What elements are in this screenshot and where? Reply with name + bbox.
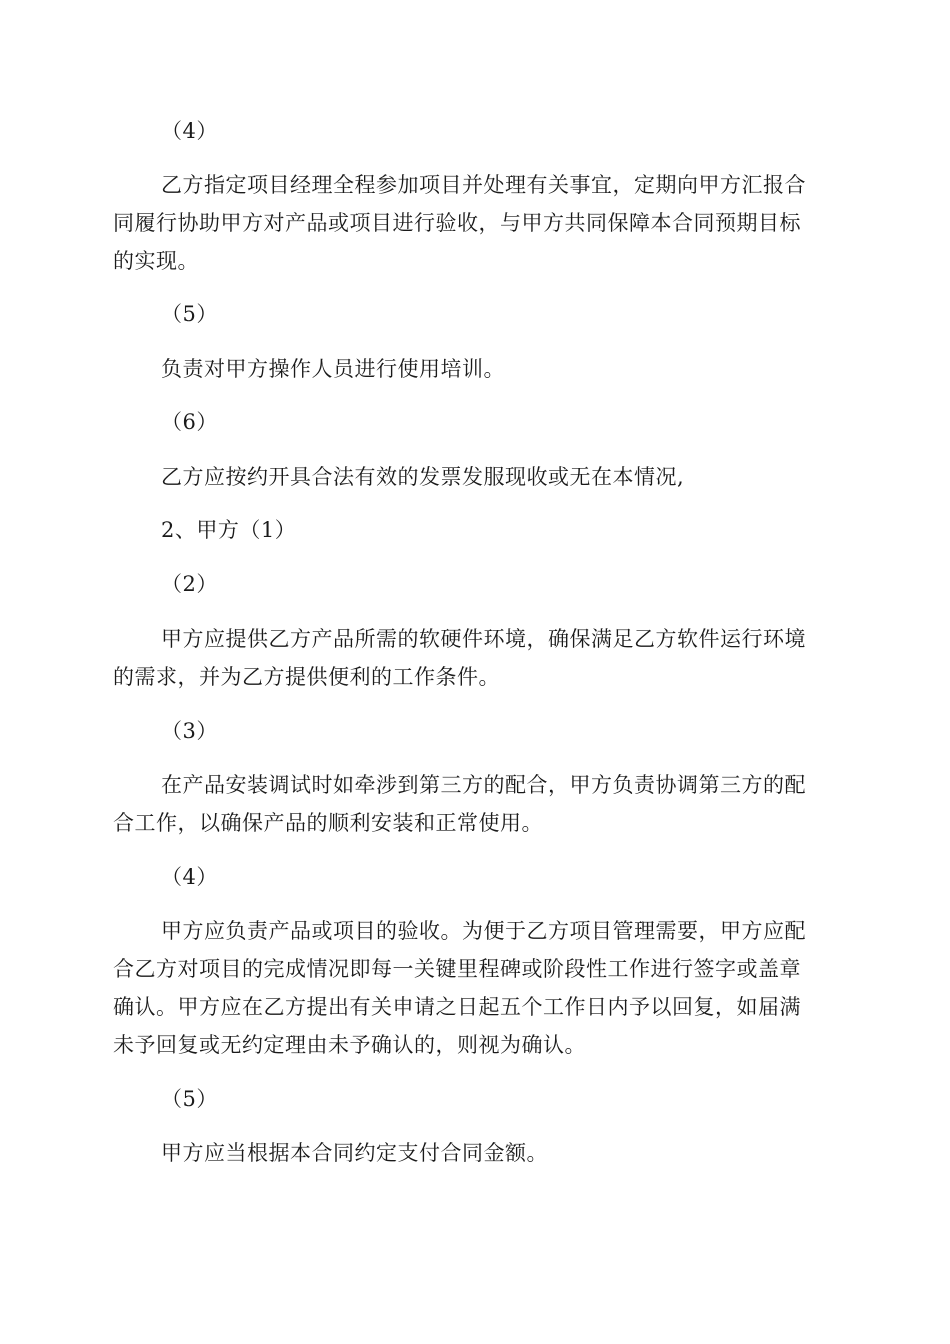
paragraph-line: 未予回复或无约定理由未予确认的，则视为确认。 [113, 1033, 586, 1057]
paragraph-line: 同履行协助甲方对产品或项目进行验收，与甲方共同保障本合同预期目标 [113, 211, 801, 235]
paragraph-line: 甲方应提供乙方产品所需的软硬件环境，确保满足乙方软件运行环境 [161, 627, 806, 651]
item-marker: （4） [161, 865, 218, 889]
paragraph-line: 合工作，以确保产品的顺利安装和正常使用。 [113, 811, 543, 835]
paragraph-line: 乙方应按约开具合法有效的发票发服现收或无在本情况, [161, 465, 685, 489]
item-marker: （6） [161, 410, 218, 434]
paragraph-line: 合乙方对项目的完成情况即每一关键里程碑或阶段性工作进行签字或盖章 [113, 957, 801, 981]
section-heading: 2、甲方（1） [161, 518, 297, 542]
paragraph-line: 乙方指定项目经理全程参加项目并处理有关事宜，定期向甲方汇报合 [161, 173, 806, 197]
item-marker: （2） [161, 572, 218, 596]
item-marker: （3） [161, 719, 218, 743]
item-marker: （5） [161, 1087, 218, 1111]
paragraph-line: 甲方应当根据本合同约定支付合同金额。 [161, 1141, 548, 1165]
item-marker: （4） [161, 119, 218, 143]
item-marker: （5） [161, 302, 218, 326]
paragraph-line: 的实现。 [113, 249, 199, 273]
paragraph-line: 的需求，并为乙方提供便利的工作条件。 [113, 665, 500, 689]
paragraph-line: 负责对甲方操作人员进行使用培训。 [161, 357, 505, 381]
paragraph-line: 确认。甲方应在乙方提出有关申请之日起五个工作日内予以回复，如届满 [113, 995, 801, 1019]
paragraph-line: 在产品安装调试时如牵涉到第三方的配合，甲方负责协调第三方的配 [161, 773, 806, 797]
paragraph-line: 甲方应负责产品或项目的验收。为便于乙方项目管理需要，甲方应配 [161, 919, 806, 943]
